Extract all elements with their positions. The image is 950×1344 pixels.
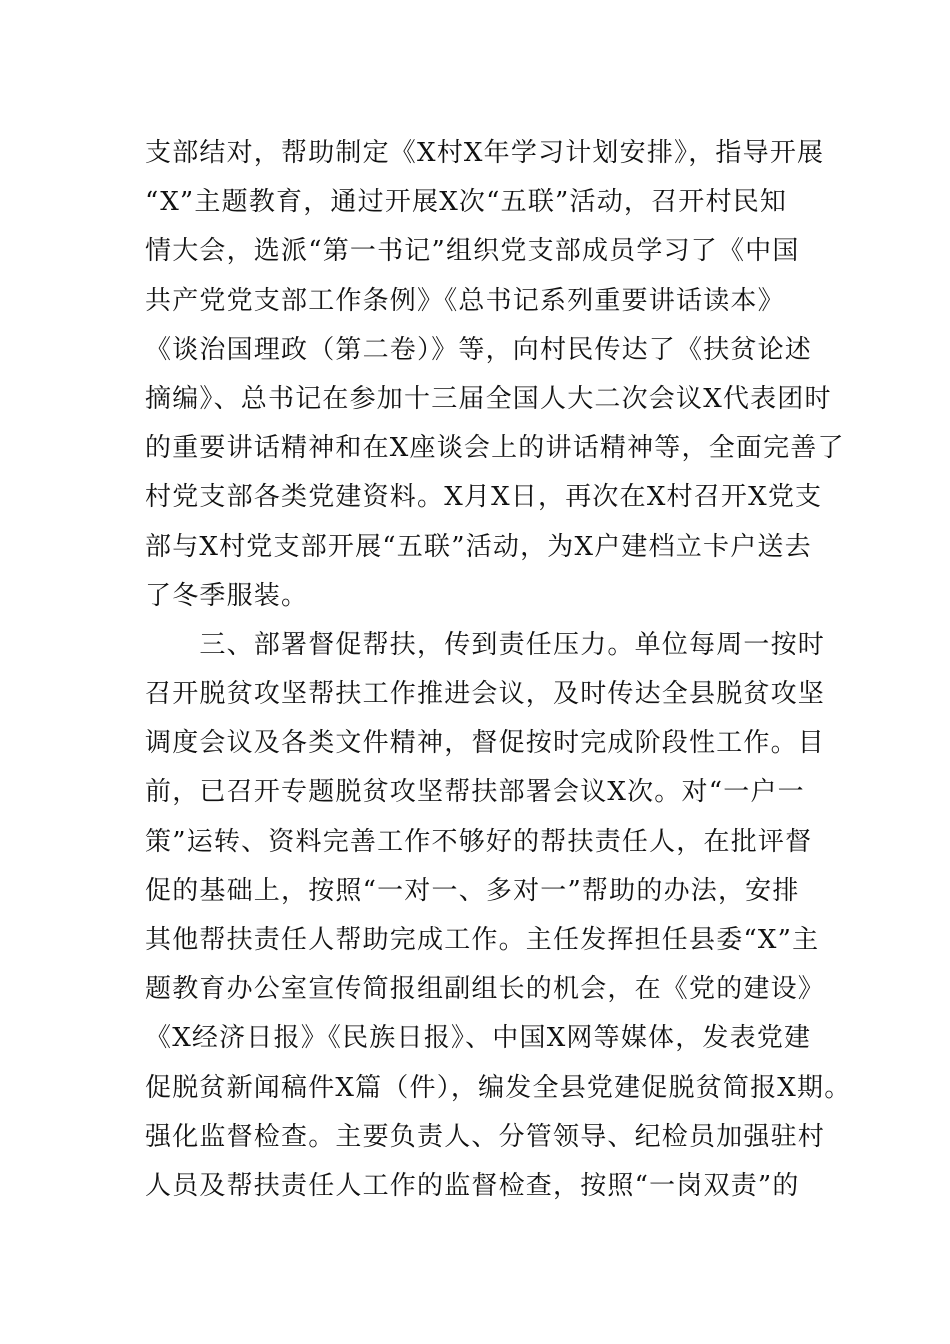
text-line: 人员及帮扶责任人工作的监督检查，按照“一岗双责”的 [145, 1170, 800, 1201]
text-line: 召开脱贫攻坚帮扶工作推进会议，及时传达全县脱贫攻坚 [145, 679, 826, 710]
text-line: 促的基础上，按照“一对一、多对一”帮助的办法，安排 [145, 875, 800, 906]
text-line: 部与X村党支部开展“五联”活动，为X户建档立卡户送去 [145, 531, 812, 562]
text-line: 村党支部各类党建资料。X月X日，再次在X村召开X党支 [145, 482, 823, 513]
text-line: 前，已召开专题脱贫攻坚帮扶部署会议X次。对“一户一 [145, 777, 805, 808]
text-line: 摘编》、总书记在参加十三届全国人大二次会议X代表团时 [145, 383, 832, 414]
text-line: 策”运转、资料完善工作不够好的帮扶责任人，在批评督 [145, 826, 813, 857]
text-line: 题教育办公室宣传简报组副组长的机会，在《党的建设》 [145, 974, 826, 1005]
text-line: 共产党党支部工作条例》《总书记系列重要讲话读本》 [145, 285, 785, 316]
text-line: 促脱贫新闻稿件X篇（件），编发全县党建促脱贫简报X期。 [145, 1072, 852, 1103]
body-text [145, 129, 950, 1211]
section-heading-line: 三、部署督促帮扶，传到责任压力。单位每周一按时 [145, 629, 826, 660]
text-line: 支部结对，帮助制定《X村X年学习计划安排》，指导开展 [145, 138, 825, 168]
text-line: 强化监督检查。主要负责人、分管领导、纪检员加强驻村 [145, 1121, 826, 1152]
text-line: 了冬季服装。 [145, 580, 309, 611]
text-line: 情大会，选派“第一书记”组织党支部成员学习了《中国 [145, 236, 800, 267]
text-line: 其他帮扶责任人帮助完成工作。主任发挥担任县委“X”主 [145, 925, 820, 955]
text-line: “X”主题教育，通过开展X次“五联”活动，召开村民知 [145, 187, 788, 218]
text-line: 《X经济日报》《民族日报》、中国X网等媒体，发表党建 [145, 1023, 812, 1054]
text-line: 《谈治国理政（第二卷）》等，向村民传达了《扶贫论述 [145, 334, 813, 365]
text-line: 调度会议及各类文件精神，督促按时完成阶段性工作。目 [145, 728, 826, 759]
text-line: 的重要讲话精神和在X座谈会上的讲话精神等，全面完善了 [145, 433, 845, 464]
